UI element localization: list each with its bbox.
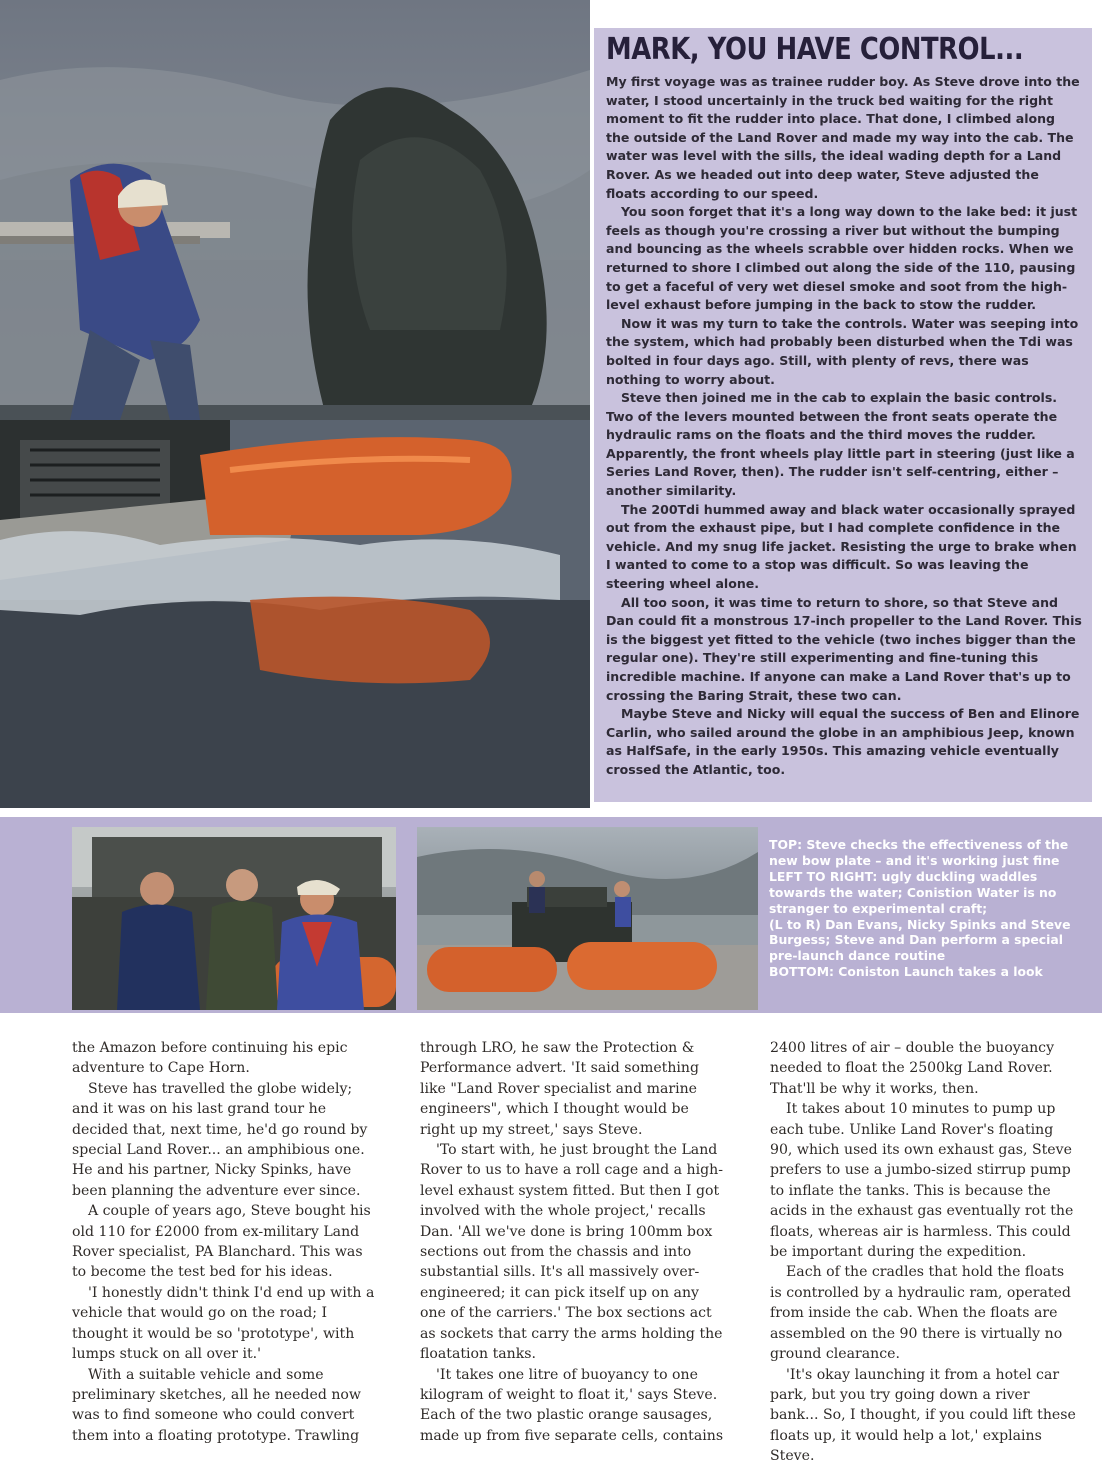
caption-line: LEFT TO RIGHT: ugly duckling waddles towards the water; Conistion Water is no stranger to experimental craft; <box>769 868 1057 916</box>
sidebar-paragraph: All too soon, it was time to return to shore, so that Steve and Dan could fit a monstrous 17-inch propeller to the Land Rover. This is the biggest yet fitted to the vehicle (two inches bigger than the regular one). They're still experimenting and fine-tuning this incredible machine. If anyone can make a Land Rover that's up to crossing the Baring Strait, these two can. <box>606 594 1082 703</box>
body-paragraph: 'It's okay launching it from a hotel car park, but you try going down a river bank... So, I thought, if you could lift these floats up, it would help a lot,' explains Steve. <box>770 1366 1076 1465</box>
sidebar-title: MARK, YOU HAVE CONTROL... <box>606 32 1024 67</box>
sidebar-paragraph: Maybe Steve and Nicky will equal the success of Ben and Elinore Carlin, who sailed around the globe in an amphibious Jeep, known as HalfSafe, in the early 1950s. This amazing vehicle eventually crossed the Atlantic, too. <box>606 706 1080 777</box>
vehicle-photo <box>417 827 758 1010</box>
body-paragraph: With a suitable vehicle and some preliminary sketches, all he needed now was to find someone who could convert them into a floating prototype. Trawling <box>72 1366 361 1444</box>
sidebar-paragraph: Steve then joined me in the cab to explain the basic controls. Two of the levers mounted between the front seats operate the hydraulic rams on the floats and the third moves the rudder. Apparently, the front wheels play little part in steering (just like a Series Land Rover, then). The rudder isn't self-centring, either – another similarity. <box>606 390 1075 499</box>
sidebar-paragraph: You soon forget that it's a long way down to the lake bed: it just feels as though you're crossing a river but without the bumping and bouncing as the wheels scrabble over hidden rocks. When we returned to shore I climbed out along the side of the 110, pausing to get a faceful of very wet diesel smoke and soot from the high-level exhaust before jumping in the back to stow the rudder. <box>606 204 1078 313</box>
top-photo-bow-plate <box>0 0 590 808</box>
sidebar-box <box>594 28 1092 802</box>
body-column-1 <box>72 1038 378 1446</box>
body-column-2 <box>420 1038 726 1446</box>
body-column-3 <box>770 1038 1080 1467</box>
sidebar-paragraph: The 200Tdi hummed away and black water occasionally sprayed out from the exhaust pipe, but I had complete confidence in the vehicle. And my snug life jacket. Resisting the urge to brake when I wanted to come to a stop was difficult. So was leaving the steering wheel alone. <box>606 501 1077 592</box>
top-photo-illustration <box>0 0 590 808</box>
body-paragraph: Steve has travelled the globe widely; and it was on his last grand tour he decided that, next time, he'd go round by special Land Rover... an amphibious one. He and his partner, Nicky Spinks, have been planning the adventure ever since. <box>72 1080 368 1199</box>
body-paragraph: 'I honestly didn't think I'd end up with a vehicle that would go on the road; I thought it would be so 'prototype', with lumps stuck on all over it.' <box>72 1284 375 1363</box>
body-paragraph: through LRO, he saw the Protection & Performance advert. 'It said something like "Land Rover specialist and marine engineers", which I thought would be right up my street,' says Steve. <box>420 1040 700 1138</box>
body-paragraph: A couple of years ago, Steve bought his old 110 for £2000 from ex-military Land Rover specialist, PA Blanchard. This was to become the test bed for his ideas. <box>72 1203 371 1281</box>
vehicle-photo-illustration <box>417 827 758 1010</box>
group-photo-illustration <box>72 827 396 1010</box>
group-photo <box>72 827 396 1010</box>
body-paragraph: It takes about 10 minutes to pump up each tube. Unlike Land Rover's floating 90, which used its own exhaust gas, Steve prefers to use a jumbo-sized stirrup pump to inflate the tanks. This is because the acids in the exhaust gas eventually rot the floats, whereas air is harmless. This could be important during the expedition. <box>770 1101 1074 1261</box>
body-paragraph: Each of the cradles that hold the floats is controlled by a hydraulic ram, operated from inside the cab. When the floats are assembled on the 90 there is virtually no ground clearance. <box>770 1264 1071 1363</box>
body-paragraph: the Amazon before continuing his epic adventure to Cape Horn. <box>72 1040 348 1077</box>
body-paragraph: 2400 litres of air – double the buoyancy needed to float the 2500kg Land Rover. That'll be why it works, then. <box>770 1040 1055 1097</box>
photo-caption <box>769 837 1087 980</box>
caption-line: TOP: Steve checks the effectiveness of the new bow plate – and it's working just fine <box>769 837 1069 868</box>
sidebar-paragraph: Now it was my turn to take the controls. Water was seeping into the system, which had probably been disturbed when the Tdi was bolted in four days ago. Still, with plenty of revs, there was nothing to worry about. <box>606 315 1079 387</box>
sidebar-paragraph: My first voyage was as trainee rudder boy. As Steve drove into the water, I stood uncertainly in the truck bed waiting for the right moment to fit the rudder into place. That done, I climbed along the outside of the Land Rover and made my way into the cab. The water was level with the sills, the ideal wading depth for a Land Rover. As we headed out into deep water, Steve adjusted the floats according to our speed. <box>606 74 1080 201</box>
photo-strip <box>0 817 1102 1013</box>
body-paragraph: 'To start with, he just brought the Land Rover to us to have a roll cage and a high-level exhaust system fitted. But then I got involved with the whole project,' recalls Dan. 'All we've done is bring 100mm box sections out from the chassis and into substantial sills. It's all massively over-engineered; it can pick itself up on any one of the carriers.' The box sections act as sockets that carry the arms holding the floatation tanks. <box>420 1142 723 1363</box>
caption-line: (L to R) Dan Evans, Nicky Spinks and Steve Burgess; Steve and Dan perform a special pre-launch dance routine <box>769 916 1071 964</box>
sidebar-body <box>606 73 1082 780</box>
caption-line: BOTTOM: Coniston Launch takes a look <box>769 964 1043 980</box>
body-paragraph: 'It takes one litre of buoyancy to one kilogram of weight to float it,' says Steve. Each of the two plastic orange sausages, made up from five separate cells, contains <box>420 1366 724 1444</box>
